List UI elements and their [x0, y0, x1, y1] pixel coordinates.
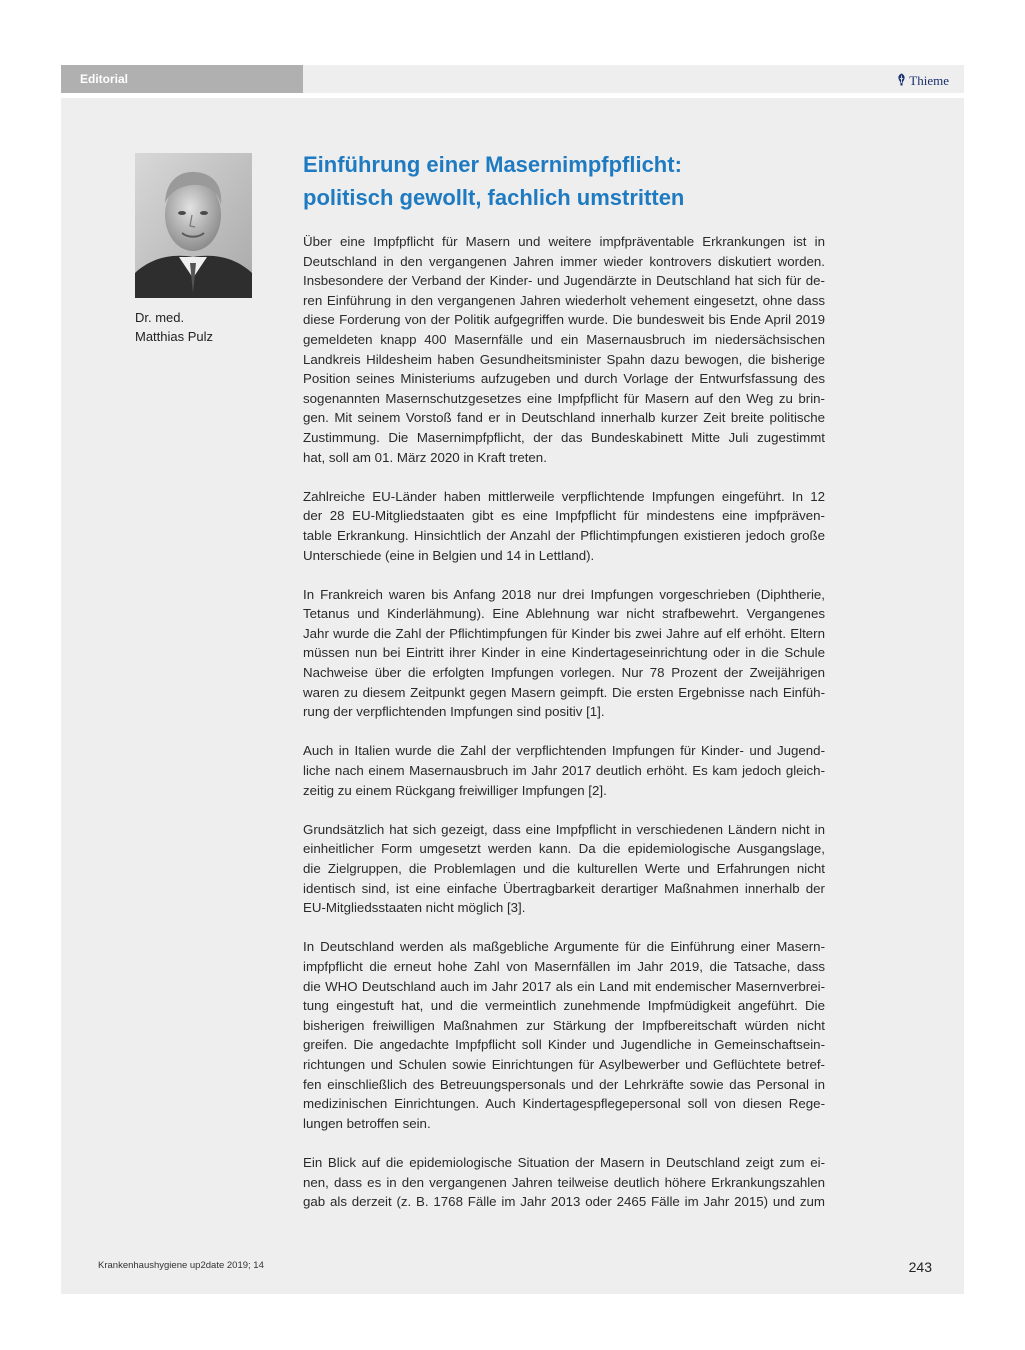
author-name	[135, 308, 275, 346]
paragraph-line: bisherigen freiwilligen Maßnahmen zur Stärkung der Impfbereitschaft würden nicht	[303, 1017, 825, 1033]
paragraph-line: fen einschließlich des Betreuungspersonals und der Lehrkräfte sowie das Personal in	[303, 1076, 825, 1092]
article-body	[303, 232, 825, 1231]
paragraph-line: müssen nun bei Eintritt ihrer Kinder in eine Kindertageseinrichtung oder in die Schule	[303, 645, 825, 661]
paragraph-line: Position seines Ministeriums aufzugeben und durch Vorlage der Entwurfsfassung des	[303, 371, 825, 387]
article-title	[303, 148, 863, 214]
paragraph-line: hat, soll am 01. März 2020 in Kraft treten.	[303, 449, 547, 465]
paragraph-line: ren Einführung in den vergangenen Jahren wiederholt vehement eingesetzt, ohne dass	[303, 292, 825, 308]
paragraph-line: In Deutschland werden als maßgebliche Argumente für die Einführung einer Masern-	[303, 939, 825, 955]
article-paragraph	[303, 741, 825, 800]
paragraph-line: diese Forderung von der Politik aufgegriffen wurde. Die bundesweit bis Ende April 2019	[303, 312, 825, 328]
paragraph-line: EU-Mitgliedsstaaten nicht möglich [3].	[303, 900, 526, 916]
paragraph-line: liche nach einem Masernausbruch im Jahr 2017 deutlich erhöht. Es kam jedoch gleich-	[303, 763, 825, 779]
paragraph-line: Ein Blick auf die epidemiologische Situation der Masern in Deutschland zeigt zum ei-	[303, 1154, 825, 1170]
paragraph-line: die WHO Deutschland auch im Jahr 2017 als ein Land mit endemischer Masernverbrei-	[303, 978, 825, 994]
paragraph-line: der 28 EU-Mitgliedstaaten gibt es eine Impfpflicht für mindestens eine impfpräven-	[303, 508, 825, 524]
section-label: Editorial	[61, 65, 303, 93]
thieme-logo-icon	[897, 73, 906, 90]
paragraph-line: rung der verpflichtenden Impfungen sind positiv [1].	[303, 704, 605, 720]
paragraph-line: Deutschland in den vergangenen Jahren immer wieder kontrovers diskutiert worden.	[303, 253, 825, 269]
author-portrait-photo	[135, 153, 252, 298]
article-paragraph	[303, 232, 825, 467]
author-title: Dr. med.	[135, 310, 185, 325]
paragraph-line: Zustimmung. Die Masernimpfpflicht, der das Bundeskabinett Mitte Juli zugestimmt	[303, 429, 825, 445]
article-paragraph	[303, 585, 825, 722]
paragraph-line: richtungen und Schulen sowie Einrichtungen für Asylbewerber und Geflüchtete betref-	[303, 1056, 825, 1072]
paragraph-line: Unterschiede (eine in Belgien und 14 in Lettland).	[303, 547, 595, 563]
paragraph-line: waren zu diesem Zeitpunkt gegen Masern geimpft. Die ersten Ergebnisse nach Einfüh-	[303, 684, 825, 700]
paragraph-line: zeitig zu einem Rückgang freiwilliger Impfungen [2].	[303, 782, 607, 798]
paragraph-line: nen, dass es in den vergangenen Jahren teilweise deutlich höhere Erkrankungszahlen	[303, 1174, 825, 1190]
article-paragraph	[303, 487, 825, 565]
paragraph-line: sogenannten Masernschutzgesetzes eine Impfpflicht für Masern auf den Weg zu brin-	[303, 390, 825, 406]
paragraph-line: Tetanus und Kinderlähmung). Eine Ablehnung war nicht strafbewehrt. Vergangenes	[303, 606, 825, 622]
paragraph-line: Über eine Impfpflicht für Masern und weitere impfpräventable Erkrankungen ist in	[303, 234, 825, 249]
paragraph-line: impfpflicht die erneut hohe Zahl von Masernfällen im Jahr 2019, die Tatsache, dass	[303, 958, 825, 974]
publisher-logo	[897, 72, 949, 90]
paragraph-line: identisch sind, ist eine einfache Übertragbarkeit derartiger Maßnahmen innerhalb der	[303, 880, 825, 896]
paragraph-line: table Erkrankung. Hinsichtlich der Anzahl der Pflichtimpfungen existieren jedoch große	[303, 527, 825, 543]
page-number: 243	[908, 1259, 932, 1275]
paragraph-line: die Zielgruppen, die Problemlagen und die kulturellen Werte und Erfahrungen nicht	[303, 861, 825, 876]
paragraph-line: gen. Mit seinem Vorstoß fand er in Deutschland innerhalb kurzer Zeit breite politische	[303, 410, 825, 426]
paragraph-line: Jahr wurde die Zahl der Pflichtimpfungen für Kinder bis zwei Jahre auf elf erhöht. Eltern	[303, 625, 825, 641]
article-paragraph	[303, 1153, 825, 1212]
paragraph-line: einheitlicher Form umgesetzt werden kann. Da die epidemiologische Ausgangslage,	[303, 841, 825, 857]
article-title-line: Einführung einer Masernimpfpflicht:	[303, 152, 682, 177]
article-title-line: politisch gewollt, fachlich umstritten	[303, 185, 685, 210]
paragraph-line: Nachweise über die erfolgten Impfungen vorlegen. Nur 78 Prozent der Zweijährigen	[303, 665, 825, 681]
paragraph-line: gab als derzeit (z. B. 1768 Fälle im Jahr 2013 oder 2465 Fälle im Jahr 2015) und zum	[303, 1194, 825, 1210]
paragraph-line: lungen betroffen sein.	[303, 1115, 431, 1131]
paragraph-line: Landkreis Hildesheim haben Gesundheitsminister Spahn dazu bewogen, die bisherige	[303, 351, 825, 367]
author-fullname: Matthias Pulz	[135, 329, 214, 344]
article-paragraph	[303, 820, 825, 918]
paragraph-line: In Frankreich waren bis Anfang 2018 nur drei Impfungen vorgeschrieben (Diphtherie,	[303, 586, 825, 602]
paragraph-line: Grundsätzlich hat sich gezeigt, dass eine Impfpflicht in verschiedenen Ländern nicht in	[303, 821, 825, 837]
paragraph-line: gemeldeten knapp 400 Masernfälle und ein Masernausbruch im niedersächsischen	[303, 331, 825, 347]
paragraph-line: greifen. Die angedachte Impfpflicht soll Kinder und Jugendliche in Gemeinschaftsein-	[303, 1037, 825, 1053]
paragraph-line: tung eingestuft hat, und die vermeintlich zunehmende Impfmüdigkeit angeführt. Die	[303, 998, 825, 1014]
paragraph-line: Auch in Italien wurde die Zahl der verpflichtenden Impfungen für Kinder- und Jugend-	[303, 743, 825, 759]
paragraph-line: Insbesondere der Verband der Kinder- und Jugendärzte in Deutschland hat sich für de-	[303, 273, 825, 289]
article-paragraph	[303, 937, 825, 1133]
paragraph-line: Zahlreiche EU-Länder haben mittlerweile verpflichtende Impfungen eingeführt. In 12	[303, 488, 825, 504]
journal-citation: Krankenhaushygiene up2date 2019; 14	[98, 1260, 264, 1271]
paragraph-line: medizinischen Einrichtungen. Auch Kindertagespflegepersonal soll von diesen Rege-	[303, 1096, 825, 1112]
publisher-name: Thieme	[909, 73, 949, 88]
